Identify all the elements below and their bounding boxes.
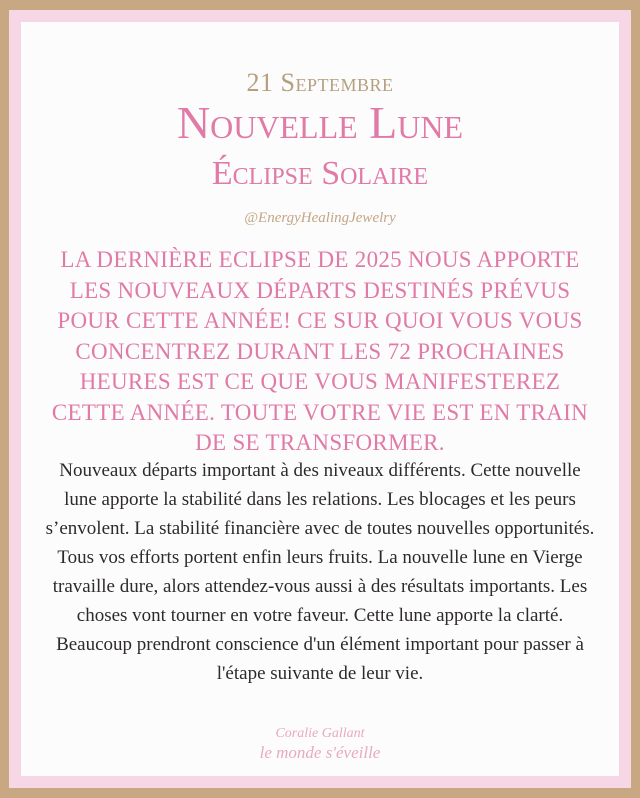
pink-border (9, 10, 631, 788)
signature-name: Coralie Gallant (275, 726, 365, 741)
intro-paragraph: LA DERNIÈRE ECLIPSE DE 2025 NOUS APPORTE LES NOUVEAUX DÉPARTS DESTINÉS PRÉVUS POUR CETTE ANNÉE! CE SUR QUOI VOUS VOUS CONCENTREZ DURANT LES 72 PROCHAINES HEURES EST CE QUE VOUS MANIFESTEREZ CETTE ANNÉE. TOUTE VOTRE VIE EST EN TRAIN DE SE TRANSFORMER. (51, 247, 589, 455)
signature-tagline: le monde s'éveille (259, 743, 381, 762)
content-card (21, 22, 619, 776)
body-paragraph: Nouveaux départs important à des niveaux différents. Cette nouvelle lune apporte la stabilité dans les relations. Les blocages et les peurs s’envolent. La stabilité financière avec de toutes nouvelles opportunités. Tous vos efforts portent enfin leurs fruits. La nouvelle lune en Vierge travaille dure, alors attendez-vous aussi à des résultats importants. Les choses vont tourner en votre faveur. Cette lune apporte la clarté. Beaucoup prendront conscience d'un élément important pour passer à l'étape suivante de leur vie. (45, 460, 595, 684)
date-heading: 21 Septembre (246, 68, 394, 97)
page-title: Nouvelle Lune (176, 97, 464, 148)
page-subtitle: Éclipse Solaire (211, 155, 429, 192)
signature (21, 725, 619, 763)
social-handle: @EnergyHealingJewelry (244, 210, 396, 226)
